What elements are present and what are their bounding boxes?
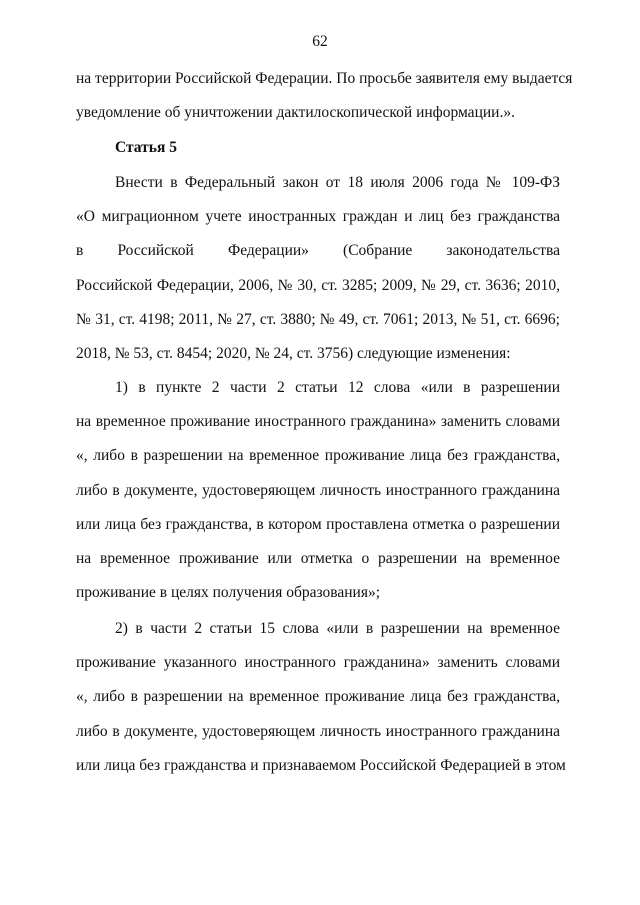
text-line: или лица без гражданства, в котором проставлена отметка о разрешении: [76, 515, 560, 533]
text-line: 2018, № 53, ст. 8454; 2020, № 24, ст. 3756) следующие изменения:: [76, 344, 511, 362]
text-line: либо в документе, удостоверяющем личность иностранного гражданина: [76, 481, 560, 499]
text-line: № 31, ст. 4198; 2011, № 27, ст. 3880; № 49, ст. 7061; 2013, № 51, ст. 6696;: [76, 310, 560, 328]
text-line: проживание в целях получения образования»;: [76, 584, 381, 602]
text-line: «, либо в разрешении на временное проживание лица без гражданства,: [76, 447, 560, 465]
text-line: Российской Федерации, 2006, № 30, ст. 3285; 2009, № 29, ст. 3636; 2010,: [76, 276, 560, 294]
text-line: либо в документе, удостоверяющем личность иностранного гражданина: [76, 722, 560, 740]
paragraph-item-1: [76, 371, 560, 610]
page-number: 62: [312, 33, 328, 50]
article-heading: Статья 5: [115, 139, 177, 156]
text-line: Внести в Федеральный закон от 18 июля 2006 года № 109-ФЗ: [115, 174, 560, 191]
text-line: «, либо в разрешении на временное проживание лица без гражданства,: [76, 688, 560, 706]
article-heading-block: [76, 131, 560, 165]
text-line: на временное проживание или отметка о разрешении на временное: [76, 549, 560, 567]
text-line: проживание указанного иностранного гражданина» заменить словами: [76, 654, 560, 672]
text-line: на территории Российской Федерации. По просьбе заявителя ему выдается: [76, 70, 573, 87]
text-line: 2) в части 2 статьи 15 слова «или в разрешении на временное: [115, 620, 560, 637]
paragraph-amendment-intro: [76, 166, 560, 371]
paragraph-continuation: [76, 62, 573, 130]
text-line: «О миграционном учете иностранных граждан и лиц без гражданства: [76, 208, 560, 226]
text-line: в Российской Федерации» (Собрание законодательства: [76, 242, 560, 260]
paragraph-item-2: [76, 612, 566, 783]
text-line: уведомление об уничтожении дактилоскопической информации.».: [76, 104, 515, 122]
text-line: или лица без гражданства и признаваемом Российской Федерацией в этом: [76, 756, 566, 774]
text-line: на временное проживание иностранного гражданина» заменить словами: [76, 413, 560, 431]
text-line: 1) в пункте 2 части 2 статьи 12 слова «или в разрешении: [115, 379, 560, 396]
